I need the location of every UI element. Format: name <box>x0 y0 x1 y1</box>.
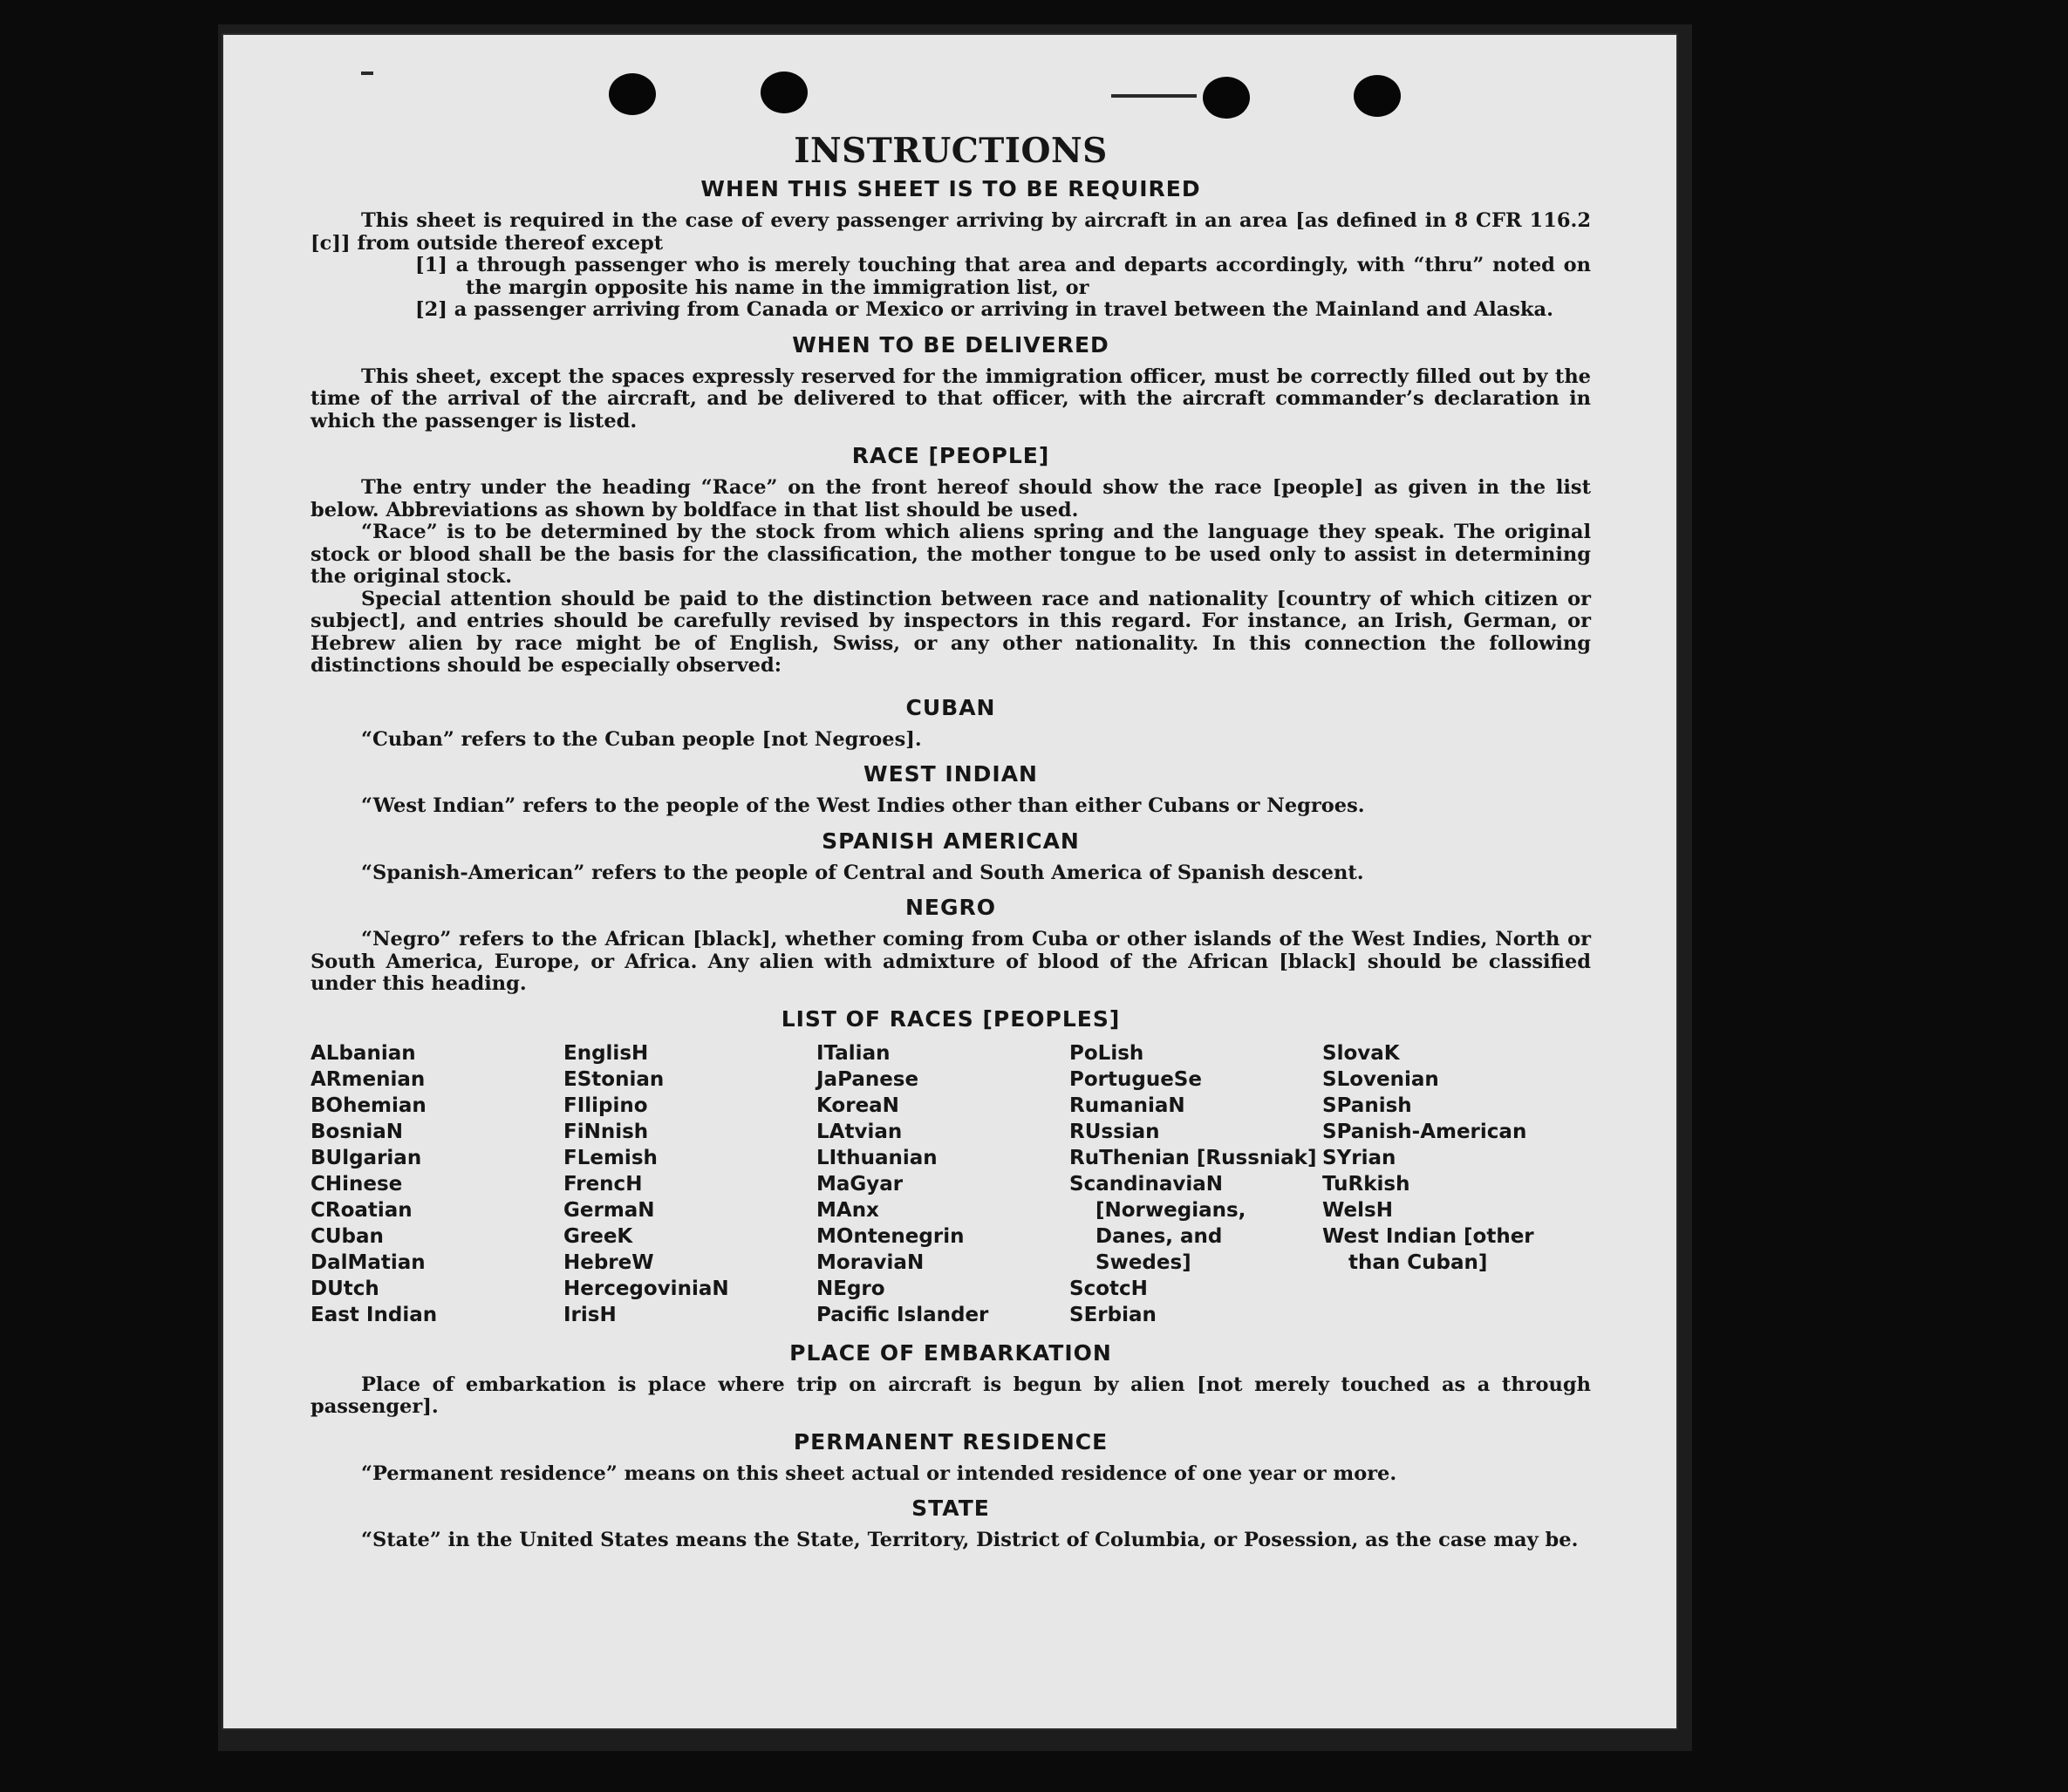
section-west-indian <box>311 761 1591 818</box>
race-entry: EnglisH <box>563 1041 649 1065</box>
section-spanish-american <box>311 828 1591 885</box>
race-entry: BOhemian <box>311 1094 427 1117</box>
race-entry: NEgro <box>816 1277 885 1300</box>
section-required <box>311 176 1591 322</box>
page-title: INSTRUCTIONS <box>794 131 1108 171</box>
section-heading: PLACE OF EMBARKATION <box>789 1339 1112 1366</box>
punch-hole <box>1354 75 1401 117</box>
race-entry: BosniaN <box>311 1120 404 1143</box>
section-heading: WHEN TO BE DELIVERED <box>792 331 1109 358</box>
race-entry: CUban <box>311 1224 384 1248</box>
race-entry: WelsH <box>1322 1198 1393 1222</box>
scan-mark <box>361 72 373 75</box>
section-embarkation <box>311 1340 1591 1419</box>
race-entry: RuThenian [Russniak] <box>1069 1146 1317 1169</box>
race-entry: SPanish <box>1322 1094 1412 1117</box>
race-entry: ScandinaviaN [Norwegians, Danes, and Swedes] <box>1069 1172 1246 1274</box>
instructions-content <box>311 131 1591 1563</box>
section-paragraph: “Cuban” refers to the Cuban people [not Negroes]. <box>361 727 922 751</box>
race-entry: HebreW <box>563 1250 654 1274</box>
race-entry: MoraviaN <box>816 1250 925 1274</box>
races-list-heading: LIST OF RACES [PEOPLES] <box>781 1005 1121 1032</box>
race-entry: RumaniaN <box>1069 1094 1185 1117</box>
section-paragraph: Special attention should be paid to the distinction between race and nationality [country of which citizen or subject], and entries should be carefully revised by inspectors in this regard. For instance, an Irish, German, or Hebrew alien by race might be of English, Swiss, or any other nationality. In this connection the following distinctions should be especially observed: <box>311 587 1591 677</box>
race-entry: SErbian <box>1069 1303 1157 1326</box>
section-paragraph: “Spanish-American” refers to the people of Central and South America of Spanish descent. <box>361 861 1364 884</box>
section-paragraph: This sheet is required in the case of every passenger arriving by aircraft in an area [as defined in 8 CFR 116.2 [c]] from outside thereof except <box>311 209 1591 255</box>
races-list <box>311 1040 1591 1328</box>
section-heading: RACE [PEOPLE] <box>851 443 1050 468</box>
race-entry: SPanish-American <box>1322 1120 1527 1143</box>
race-entry: EStonian <box>563 1067 665 1091</box>
section-paragraph: Place of embarkation is place where trip on aircraft is begun by alien [not merely touched as a through passenger]. <box>311 1373 1591 1418</box>
race-entry: FrencH <box>563 1172 643 1196</box>
race-entry: SYrian <box>1322 1146 1396 1169</box>
section-heading: STATE <box>911 1496 990 1521</box>
races-column <box>1069 1040 1322 1328</box>
race-entry: GermaN <box>563 1198 655 1222</box>
race-entry: East Indian <box>311 1303 438 1326</box>
section-paragraph: “West Indian” refers to the people of the West Indies other than either Cubans or Negroes. <box>361 794 1365 817</box>
section-paragraph: This sheet, except the spaces expressly reserved for the immigration officer, must be correctly filled out by the time of the arrival of the aircraft, and be delivered to that officer, with the aircraft commander’s declaration in which the passenger is listed. <box>311 365 1591 433</box>
race-entry: IrisH <box>563 1303 617 1326</box>
race-entry: MAnx <box>816 1198 879 1222</box>
race-entry: RUssian <box>1069 1120 1160 1143</box>
race-entry: DUtch <box>311 1277 379 1300</box>
race-entry: SLovenian <box>1322 1067 1439 1091</box>
punch-hole <box>609 73 656 115</box>
scan-mark <box>1111 94 1197 98</box>
exception-item: [1] a through passenger who is merely touching that area and departs accordingly, with “thru” noted on the margin opposite his name in the immigration list, or <box>415 254 1591 299</box>
section-paragraph: “State” in the United States means the State, Territory, District of Columbia, or Posession, as the case may be. <box>361 1529 1579 1551</box>
section-delivered <box>311 332 1591 433</box>
race-entry: LIthuanian <box>816 1146 938 1169</box>
section-paragraph: The entry under the heading “Race” on the front hereof should show the race [people] as given in the list below. Abbreviations as shown by boldface in that list should be used. <box>311 476 1591 521</box>
section-heading: PERMANENT RESIDENCE <box>793 1428 1109 1455</box>
document-sheet <box>223 35 1676 1728</box>
race-entry: DalMatian <box>311 1250 426 1274</box>
race-entry: KoreaN <box>816 1094 899 1117</box>
section-residence <box>311 1429 1591 1486</box>
section-heading: CUBAN <box>905 694 996 720</box>
race-entry: FLemish <box>563 1146 658 1169</box>
section-negro <box>311 895 1591 996</box>
races-column <box>563 1040 816 1328</box>
race-entry: TuRkish <box>1322 1172 1410 1196</box>
section-heading: NEGRO <box>904 895 997 920</box>
races-column <box>311 1040 563 1328</box>
race-entry: MOntenegrin <box>816 1224 965 1248</box>
section-race <box>311 443 1591 678</box>
race-entry: Pacific Islander <box>816 1303 989 1326</box>
race-entry: CRoatian <box>311 1198 413 1222</box>
section-heading: WHEN THIS SHEET IS TO BE REQUIRED <box>700 176 1201 201</box>
section-paragraph: “Race” is to be determined by the stock from which aliens spring and the language they speak. The original stock or blood shall be the basis for the classification, the mother tongue to be used only to assist in determining the original stock. <box>311 521 1591 588</box>
section-state <box>311 1496 1591 1552</box>
section-heading: WEST INDIAN <box>863 761 1038 787</box>
race-entry: West Indian [other than Cuban] <box>1322 1224 1534 1274</box>
race-entry: ALbanian <box>311 1041 416 1065</box>
race-entry: ScotcH <box>1069 1277 1148 1300</box>
race-entry: FIlipino <box>563 1094 648 1117</box>
race-entry: ARmenian <box>311 1067 426 1091</box>
section-paragraph: “Permanent residence” means on this sheet actual or intended residence of one year or more. <box>361 1462 1397 1485</box>
race-entry: JaPanese <box>816 1067 919 1091</box>
race-entry: GreeK <box>563 1224 633 1248</box>
race-entry: LAtvian <box>816 1120 903 1143</box>
section-paragraph: “Negro” refers to the African [black], whether coming from Cuba or other islands of the West Indies, North or South America, Europe, or Africa. Any alien with admixture of blood of the African [black] should be classified under this heading. <box>311 928 1591 995</box>
race-entry: PortugueSe <box>1069 1067 1202 1091</box>
race-entry: HercegoviniaN <box>563 1277 729 1300</box>
race-entry: SlovaK <box>1322 1041 1400 1065</box>
races-column <box>1322 1040 1584 1328</box>
race-entry: FiNnish <box>563 1120 649 1143</box>
exception-item: [2] a passenger arriving from Canada or Mexico or arriving in travel between the Mainland and Alaska. <box>415 298 1553 321</box>
section-cuban <box>311 695 1591 752</box>
punch-hole <box>761 72 808 113</box>
race-entry: MaGyar <box>816 1172 904 1196</box>
race-entry: PoLish <box>1069 1041 1144 1065</box>
punch-hole <box>1203 77 1250 119</box>
section-heading: SPANISH AMERICAN <box>822 828 1080 854</box>
races-column <box>816 1040 1069 1328</box>
race-entry: CHinese <box>311 1172 403 1196</box>
race-entry: ITalian <box>816 1041 891 1065</box>
race-entry: BUlgarian <box>311 1146 422 1169</box>
